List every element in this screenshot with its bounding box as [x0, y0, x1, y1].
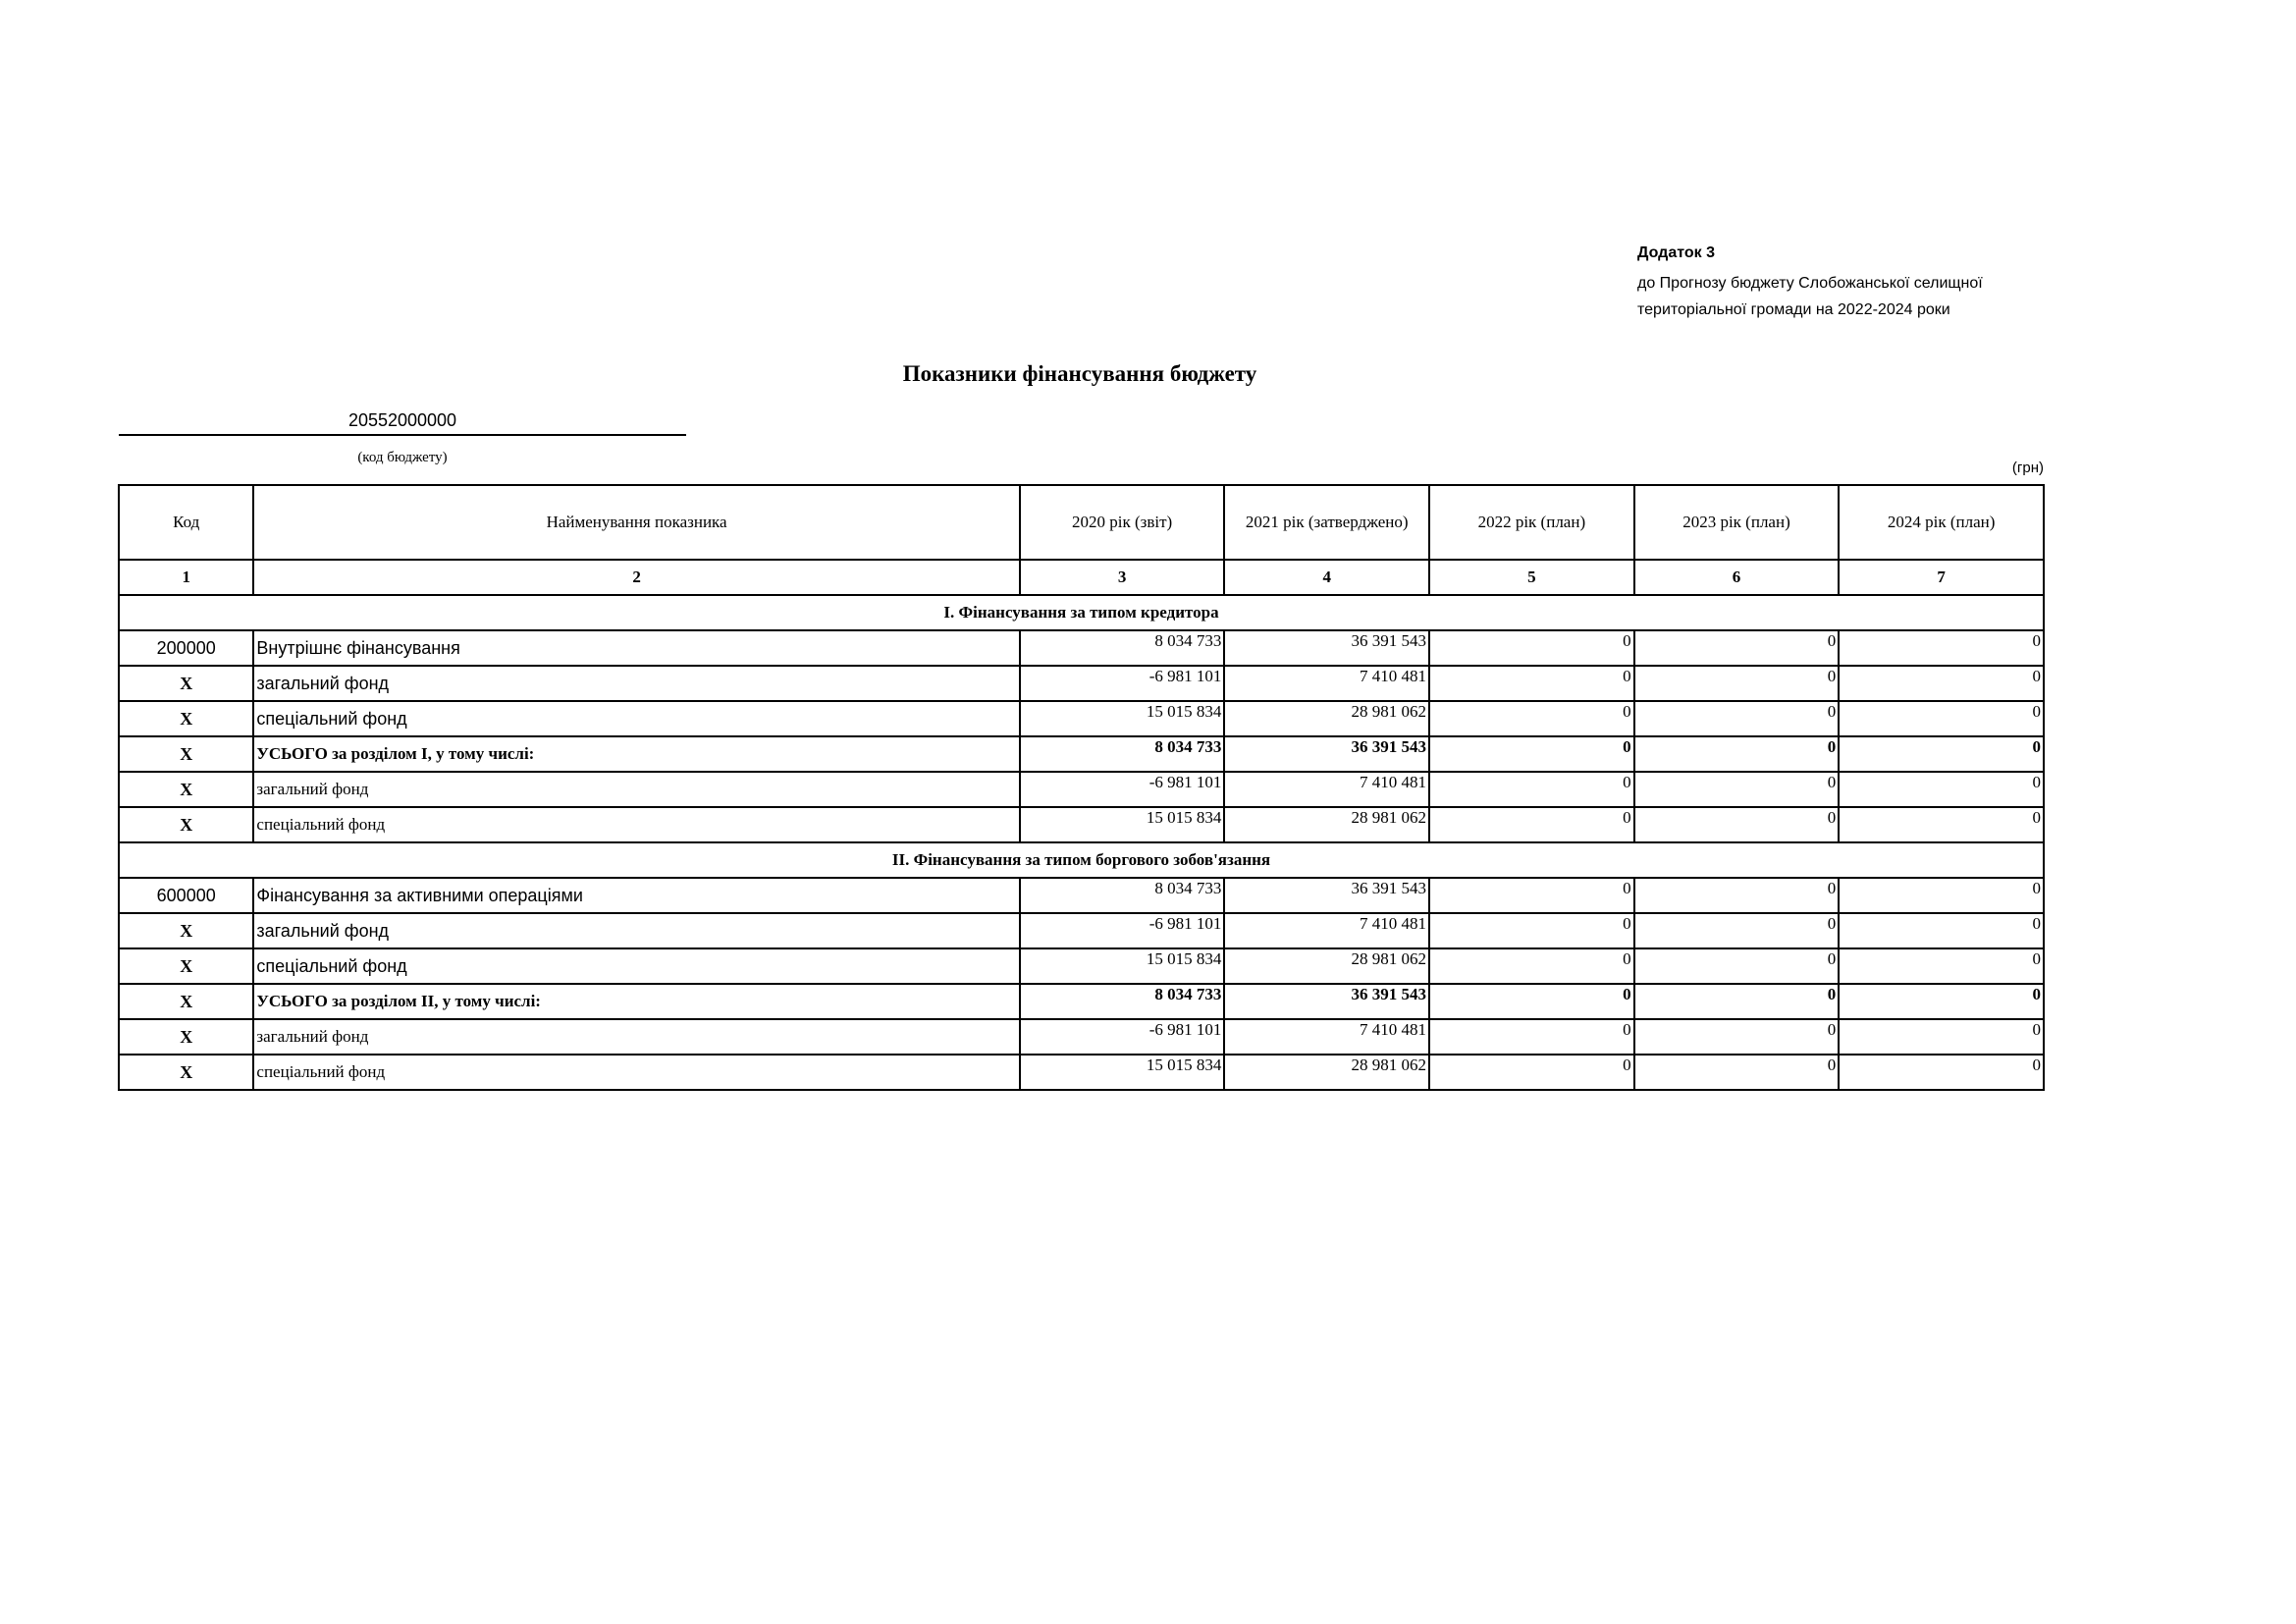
row-name: загальний фонд	[253, 772, 1019, 807]
value-2024: 0	[1839, 948, 2044, 984]
row-name: спеціальний фонд	[253, 1055, 1019, 1090]
row-code: X	[119, 772, 253, 807]
section-total-row	[119, 736, 2044, 772]
column-number: 1	[119, 560, 253, 595]
value-2022: 0	[1429, 807, 1634, 842]
table-row	[119, 1019, 2044, 1055]
table-row	[119, 948, 2044, 984]
value-2021: 7 410 481	[1224, 666, 1429, 701]
row-name: Внутрішнє фінансування	[253, 630, 1019, 666]
row-name: УСЬОГО за розділом I, у тому числі:	[253, 736, 1019, 772]
value-2021: 36 391 543	[1224, 736, 1429, 772]
value-2023: 0	[1634, 772, 1840, 807]
row-name: загальний фонд	[253, 666, 1019, 701]
value-2023: 0	[1634, 913, 1840, 948]
value-2021: 7 410 481	[1224, 772, 1429, 807]
section-title: I. Фінансування за типом кредитора	[119, 595, 2044, 630]
value-2024: 0	[1839, 1019, 2044, 1055]
value-2022: 0	[1429, 1019, 1634, 1055]
value-2023: 0	[1634, 948, 1840, 984]
value-2024: 0	[1839, 736, 2044, 772]
row-code: X	[119, 1055, 253, 1090]
value-2022: 0	[1429, 913, 1634, 948]
value-2020: -6 981 101	[1020, 772, 1225, 807]
value-2020: -6 981 101	[1020, 666, 1225, 701]
table-row	[119, 701, 2044, 736]
value-2024: 0	[1839, 666, 2044, 701]
column-number-row	[119, 560, 2044, 595]
value-2021: 36 391 543	[1224, 630, 1429, 666]
row-code: X	[119, 701, 253, 736]
header-code: Код	[119, 485, 253, 560]
header-2023: 2023 рік (план)	[1634, 485, 1840, 560]
value-2022: 0	[1429, 1055, 1634, 1090]
value-2024: 0	[1839, 630, 2044, 666]
table-row	[119, 1055, 2044, 1090]
row-name: загальний фонд	[253, 913, 1019, 948]
table-row	[119, 807, 2044, 842]
column-number: 3	[1020, 560, 1225, 595]
value-2021: 7 410 481	[1224, 1019, 1429, 1055]
value-2022: 0	[1429, 666, 1634, 701]
value-2021: 28 981 062	[1224, 948, 1429, 984]
section-total-row	[119, 984, 2044, 1019]
value-2022: 0	[1429, 772, 1634, 807]
value-2024: 0	[1839, 984, 2044, 1019]
value-2024: 0	[1839, 807, 2044, 842]
appendix-title: Додаток 3	[1637, 244, 1715, 261]
appendix-note	[1637, 240, 2148, 323]
value-2023: 0	[1634, 701, 1840, 736]
header-name: Найменування показника	[253, 485, 1019, 560]
row-code: 600000	[119, 878, 253, 913]
row-name: спеціальний фонд	[253, 701, 1019, 736]
currency-unit: (грн)	[2011, 460, 2044, 476]
value-2020: 8 034 733	[1020, 878, 1225, 913]
section-header-row	[119, 595, 2044, 630]
value-2022: 0	[1429, 630, 1634, 666]
value-2020: 8 034 733	[1020, 736, 1225, 772]
budget-code-value: 20552000000	[119, 406, 686, 436]
value-2020: -6 981 101	[1020, 913, 1225, 948]
row-code: X	[119, 948, 253, 984]
value-2024: 0	[1839, 878, 2044, 913]
value-2023: 0	[1634, 984, 1840, 1019]
value-2020: 15 015 834	[1020, 1055, 1225, 1090]
value-2021: 28 981 062	[1224, 701, 1429, 736]
row-code: X	[119, 666, 253, 701]
value-2022: 0	[1429, 948, 1634, 984]
value-2022: 0	[1429, 878, 1634, 913]
value-2022: 0	[1429, 984, 1634, 1019]
financing-table	[118, 484, 2045, 1091]
row-name: загальний фонд	[253, 1019, 1019, 1055]
row-code: X	[119, 736, 253, 772]
value-2024: 0	[1839, 1055, 2044, 1090]
table-row	[119, 913, 2044, 948]
header-2020: 2020 рік (звіт)	[1020, 485, 1225, 560]
value-2021: 36 391 543	[1224, 984, 1429, 1019]
value-2020: 15 015 834	[1020, 701, 1225, 736]
column-number: 7	[1839, 560, 2044, 595]
value-2024: 0	[1839, 913, 2044, 948]
table-row	[119, 666, 2044, 701]
row-code: X	[119, 807, 253, 842]
section-header-row	[119, 842, 2044, 878]
row-name: Фінансування за активними операціями	[253, 878, 1019, 913]
column-number: 2	[253, 560, 1019, 595]
table-row	[119, 878, 2044, 913]
value-2020: 8 034 733	[1020, 630, 1225, 666]
value-2023: 0	[1634, 1055, 1840, 1090]
value-2023: 0	[1634, 807, 1840, 842]
row-code: X	[119, 913, 253, 948]
value-2021: 36 391 543	[1224, 878, 1429, 913]
value-2022: 0	[1429, 736, 1634, 772]
value-2021: 28 981 062	[1224, 1055, 1429, 1090]
table-row	[119, 772, 2044, 807]
value-2023: 0	[1634, 1019, 1840, 1055]
column-number: 5	[1429, 560, 1634, 595]
row-code: 200000	[119, 630, 253, 666]
value-2022: 0	[1429, 701, 1634, 736]
value-2020: 15 015 834	[1020, 807, 1225, 842]
value-2024: 0	[1839, 701, 2044, 736]
value-2020: 15 015 834	[1020, 948, 1225, 984]
document-title: Показники фінансування бюджету	[902, 361, 1257, 386]
appendix-line-2: територіальної громади на 2022-2024 роки	[1637, 301, 1950, 318]
row-name: УСЬОГО за розділом II, у тому числі:	[253, 984, 1019, 1019]
table-row	[119, 630, 2044, 666]
value-2021: 28 981 062	[1224, 807, 1429, 842]
budget-code-caption: (код бюджету)	[357, 450, 448, 465]
row-code: X	[119, 1019, 253, 1055]
value-2023: 0	[1634, 878, 1840, 913]
column-number: 6	[1634, 560, 1840, 595]
value-2023: 0	[1634, 736, 1840, 772]
table-header-row	[119, 485, 2044, 560]
value-2020: -6 981 101	[1020, 1019, 1225, 1055]
section-title: II. Фінансування за типом боргового зобов'язання	[119, 842, 2044, 878]
value-2020: 8 034 733	[1020, 984, 1225, 1019]
value-2021: 7 410 481	[1224, 913, 1429, 948]
value-2023: 0	[1634, 630, 1840, 666]
row-name: спеціальний фонд	[253, 948, 1019, 984]
column-number: 4	[1224, 560, 1429, 595]
header-2022: 2022 рік (план)	[1429, 485, 1634, 560]
header-2021: 2021 рік (затверджено)	[1224, 485, 1429, 560]
value-2024: 0	[1839, 772, 2044, 807]
row-code: X	[119, 984, 253, 1019]
appendix-line-1: до Прогнозу бюджету Слобожанської селищної	[1637, 275, 1983, 292]
header-2024: 2024 рік (план)	[1839, 485, 2044, 560]
value-2023: 0	[1634, 666, 1840, 701]
row-name: спеціальний фонд	[253, 807, 1019, 842]
